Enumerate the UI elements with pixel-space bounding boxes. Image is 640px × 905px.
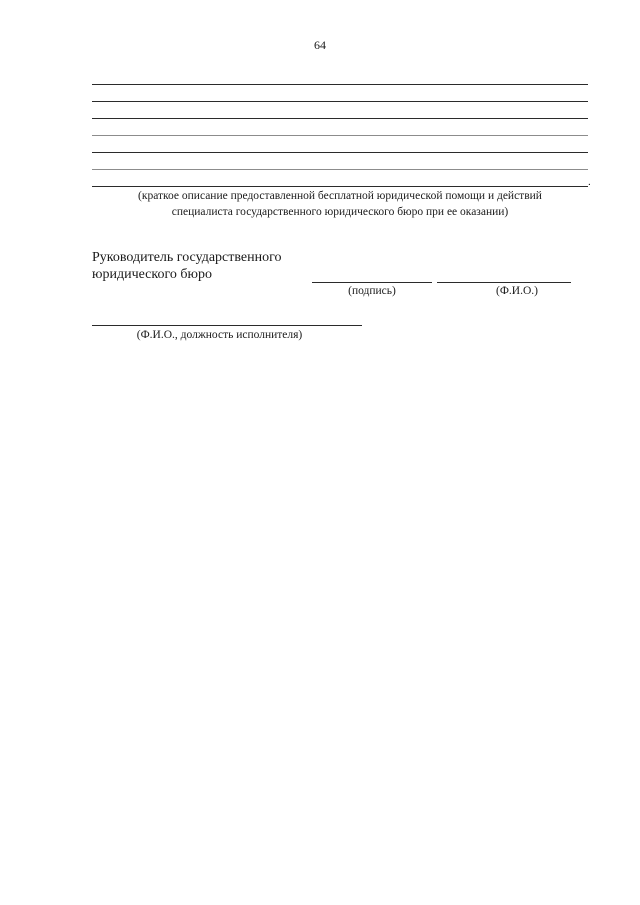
- blank-line: [92, 135, 588, 136]
- signature-label: (подпись): [348, 285, 396, 297]
- description-caption-line-1: (краткое описание предоставленной бесплатной юридической помощи и действий: [138, 190, 542, 202]
- executor-line: [92, 325, 362, 326]
- blank-line: [92, 101, 588, 102]
- description-caption-line-2: специалиста государственного юридического бюро при ее оказании): [171, 206, 509, 218]
- signature-line: [312, 282, 432, 283]
- full-name-line: [437, 282, 571, 283]
- full-name-label: (Ф.И.О.): [496, 285, 538, 297]
- line-end-period: .: [588, 176, 591, 188]
- page-number: 64: [314, 38, 326, 52]
- blank-line: [92, 118, 588, 119]
- executor-label: (Ф.И.О., должность исполнителя): [136, 329, 303, 341]
- blank-line: [92, 84, 588, 85]
- blank-line: [92, 152, 588, 153]
- blank-line: [92, 186, 588, 187]
- signer-title-line-1: Руководитель государственного: [92, 250, 282, 265]
- blank-line: [92, 169, 588, 170]
- signer-title: [92, 249, 282, 283]
- signer-title-line-2: юридического бюро: [92, 267, 212, 282]
